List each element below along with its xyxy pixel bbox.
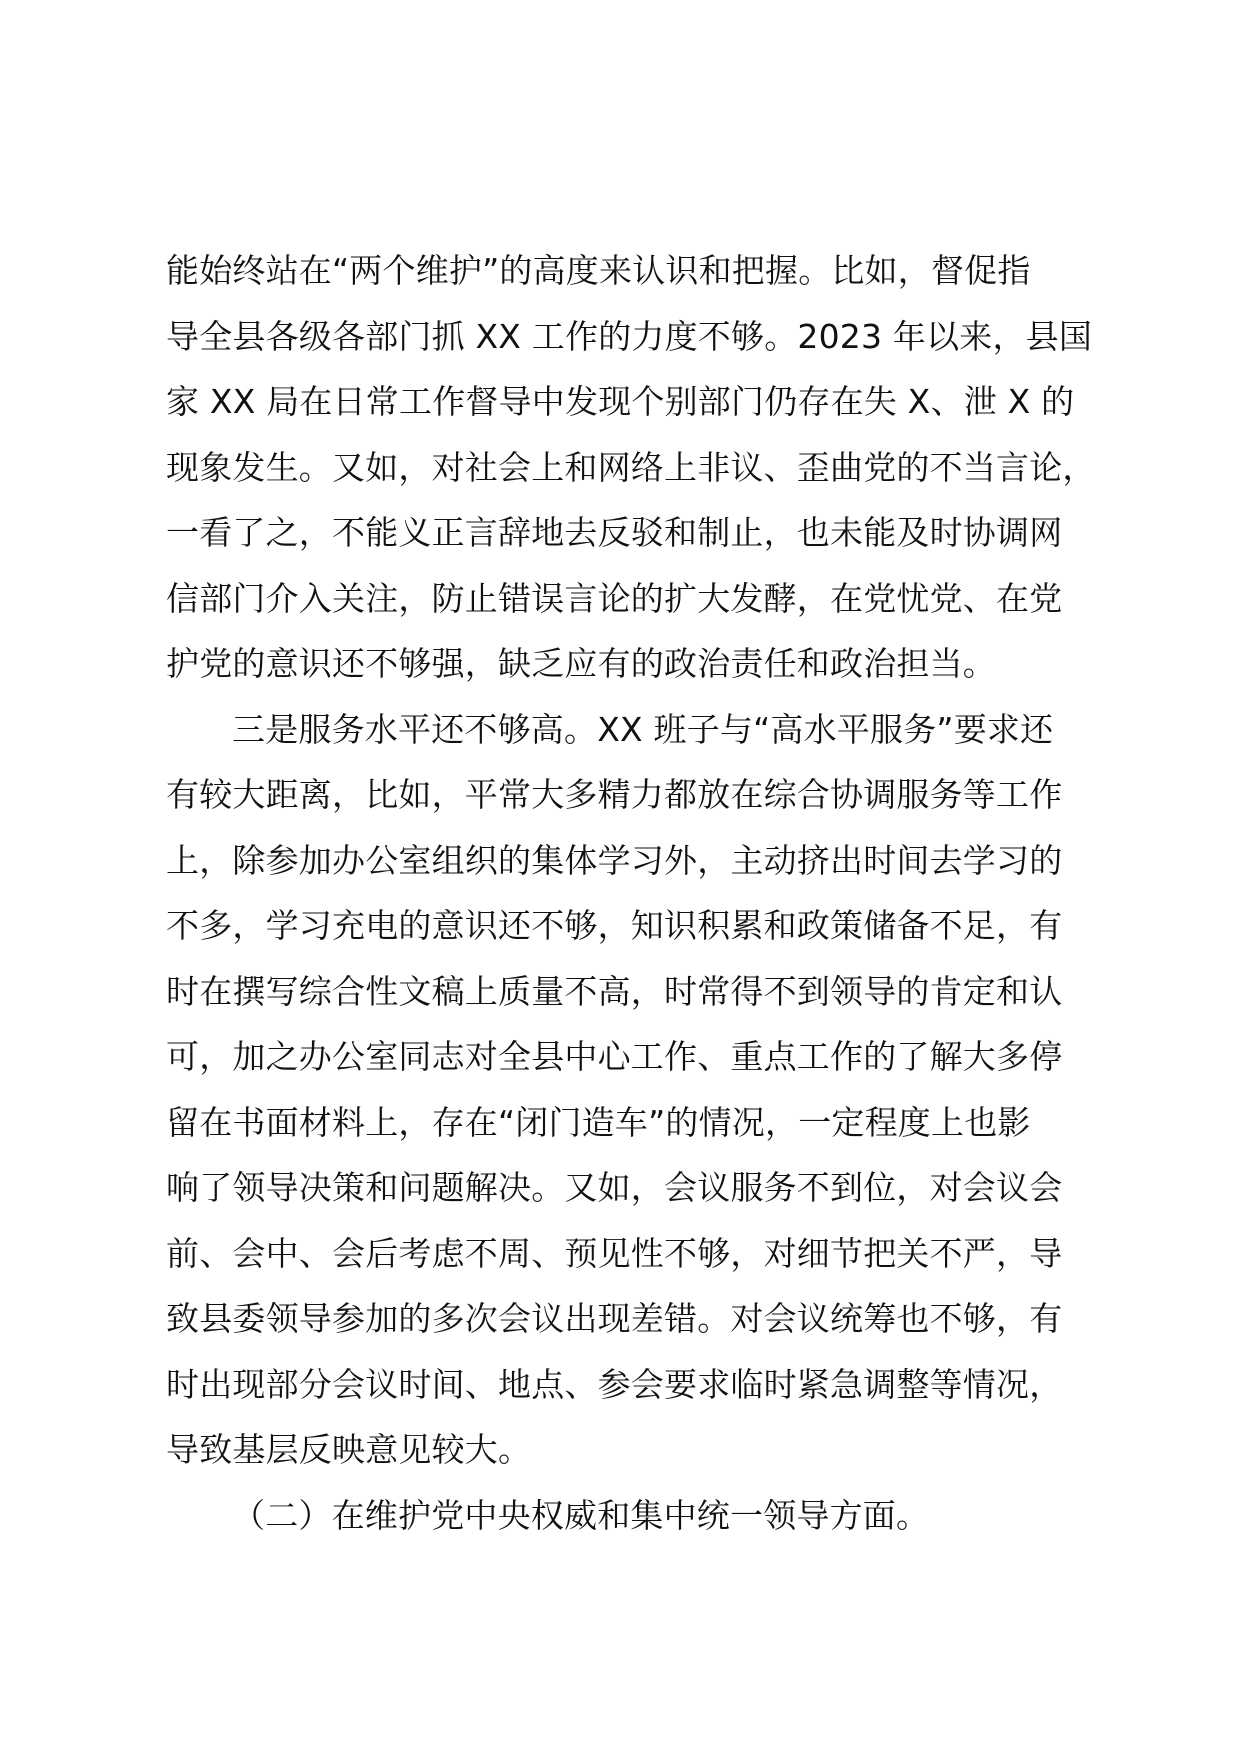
text-line: 一看了之，不能义正言辞地去反驳和制止，也未能及时协调网 (166, 513, 1063, 552)
text-line: 上，除参加办公室组织的集体学习外，主动挤出时间去学习的 (166, 840, 1063, 880)
text-line: 留在书面材料上，存在“闭门造车”的情况，一定程度上也影 (166, 1102, 1031, 1142)
text-line: 现象发生。又如，对社会上和网络上非议、歪曲党的不当言论， (166, 447, 1096, 487)
text-line: 能始终站在“两个维护”的高度来认识和把握。比如，督促指 (166, 251, 1031, 290)
text-line: 家 XX 局在日常工作督导中发现个别部门仍存在失 X、泄 X 的 (166, 382, 1075, 421)
text-line: 信部门介入关注，防止错误言论的扩大发酵，在党忧党、在党 (166, 578, 1063, 618)
text-line: 时出现部分会议时间、地点、参会要求临时紧急调整等情况， (166, 1364, 1063, 1404)
paragraph-start-line: 三是服务水平还不够高。XX 班子与“高水平服务”要求还 (232, 709, 1054, 749)
text-line: 响了领导决策和问题解决。又如，会议服务不到位，对会议会 (166, 1168, 1063, 1207)
text-line: 可，加之办公室同志对全县中心工作、重点工作的了解大多停 (166, 1037, 1063, 1076)
document-body (166, 238, 1106, 1548)
text-line: 有较大距离，比如，平常大多精力都放在综合协调服务等工作 (166, 775, 1063, 814)
text-line: 护党的意识还不够强，缺乏应有的政治责任和政治担当。 (166, 644, 996, 683)
text-line: 前、会中、会后考虑不周、预见性不够，对细节把关不严，导 (166, 1233, 1063, 1273)
text-line: 导致基层反映意见较大。 (166, 1430, 532, 1469)
text-line: 不多，学习充电的意识还不够，知识积累和政策储备不足，有 (166, 906, 1063, 945)
text-line: 时在撰写综合性文稿上质量不高，时常得不到领导的肯定和认 (166, 971, 1063, 1011)
text-line: 致县委领导参加的多次会议出现差错。对会议统筹也不够，有 (166, 1299, 1063, 1338)
text-line: 导全县各级各部门抓 XX 工作的力度不够。2023 年以来，县国 (166, 316, 1093, 356)
section-heading: （二）在维护党中央权威和集中统一领导方面。 (232, 1495, 930, 1535)
